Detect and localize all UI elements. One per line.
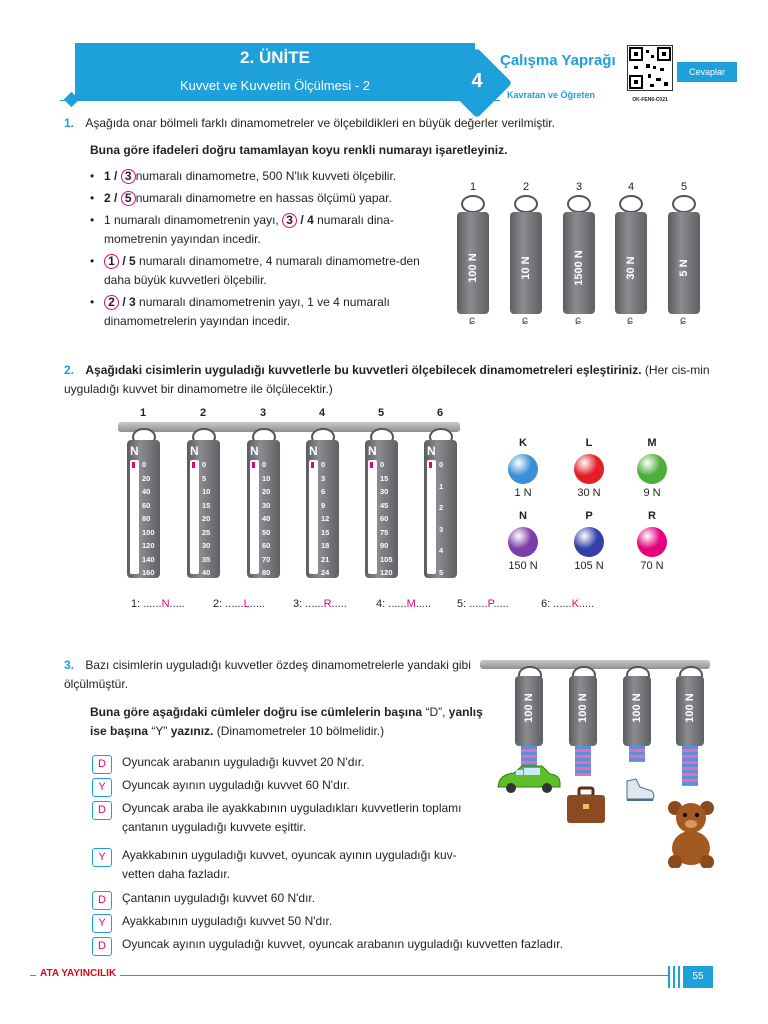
sheet-subtitle: Kavratan ve Öğreten (507, 90, 596, 100)
tick-label: 30 (262, 500, 271, 510)
ball-icon (574, 527, 604, 557)
dynamometer-capacity: 30 N (625, 256, 637, 280)
briefcase-icon (565, 786, 607, 831)
dynamometer-capacity: 100 N (684, 693, 696, 723)
object-letter: K (519, 437, 527, 449)
dynamometer-capacity: 100 N (523, 693, 535, 723)
ring-icon (619, 195, 643, 213)
answer-label: 4: (376, 598, 389, 610)
q1-statement: • 1 numaralı dinamometrenin yayı, 3 / 4 numaralı dina-mometrenin yayından incedir. (90, 211, 420, 249)
answer-value: R (323, 598, 332, 610)
ball-icon (637, 454, 667, 484)
dynamometer-number: 1 (469, 181, 477, 193)
ball-icon (574, 454, 604, 484)
answer-value: M (406, 598, 416, 610)
dynamometer-number: 2 (522, 181, 530, 193)
tick-label: 40 (142, 487, 151, 496)
ball-icon (508, 454, 538, 484)
option-a-circled[interactable]: 3 (282, 213, 297, 228)
answer-value: N (161, 598, 170, 610)
tick-label: 80 (262, 568, 271, 577)
q1-instruction: Buna göre ifadeleri doğru tamamlayan koyu renkli numarayı işaretleyiniz. (90, 143, 508, 157)
object-letter: R (648, 510, 656, 522)
tick-label: 0 (321, 460, 326, 469)
unit-title: 2. ÜNİTE (240, 48, 310, 67)
hanger-bar (480, 660, 710, 669)
tick-label: 100 (142, 527, 155, 537)
dynamometer-capacity: 100 N (631, 693, 643, 723)
q3-intro: 3. Bazı cisimlerin uyguladığı kuvvetler özdeş dinamometrelerle yandaki gibi ölçülmüştür. (64, 658, 471, 691)
tick-label: 140 (142, 554, 155, 564)
answer-label: 5: (457, 598, 470, 610)
tick-label: 3 (439, 524, 444, 534)
hook-icon: ɕ (680, 313, 686, 327)
answer-box[interactable]: Y (92, 914, 112, 933)
q3-statement: Oyuncak ayının uyguladığı kuvvet 60 N'dır. (122, 778, 350, 792)
answer-box[interactable]: Y (92, 848, 112, 867)
object-force: 70 N (640, 560, 664, 572)
dynamometer-capacity: 100 N (577, 693, 589, 723)
tick-label: 5 (202, 473, 207, 483)
page-number: 55 (683, 966, 713, 988)
tick-label: 40 (262, 514, 271, 523)
object-letter: M (647, 437, 657, 449)
tick-label: 105 (380, 554, 393, 564)
tick-label: 10 (262, 473, 271, 483)
tick-label: 3 (321, 473, 326, 483)
toy-car-icon (494, 762, 564, 799)
tick-label: 160 (142, 568, 155, 577)
object-letter: N (519, 510, 527, 522)
tick-label: 70 (262, 554, 271, 564)
answer-slot[interactable]: 2: ......L..... (213, 598, 265, 610)
tick-label: 60 (380, 514, 389, 523)
option-a[interactable]: 2 (104, 191, 111, 205)
spring (629, 746, 645, 762)
sheet-title: Çalışma Yaprağı (500, 52, 616, 69)
tick-label: 30 (380, 487, 389, 496)
tick-label: 25 (202, 527, 211, 537)
ring-icon (514, 195, 538, 213)
tick-label: 45 (380, 500, 389, 510)
scale-track (427, 460, 436, 574)
tick-label: 4 (439, 546, 444, 556)
tick-label: 15 (380, 473, 389, 483)
tick-label: 35 (202, 554, 211, 564)
scale-fill (132, 462, 135, 468)
answer-slot[interactable]: 6: ......K..... (541, 598, 595, 610)
tick-label: 60 (262, 541, 271, 550)
tick-label: 20 (262, 487, 271, 496)
scale-track (190, 460, 199, 574)
tick-label: 60 (142, 500, 151, 510)
spring (575, 746, 591, 776)
dynamometer-number: 1 (139, 407, 147, 419)
option-b[interactable]: 5 (129, 254, 136, 268)
option-b-circled[interactable]: 5 (121, 191, 136, 206)
ring-icon (461, 195, 485, 213)
tick-label: 0 (262, 460, 267, 469)
q1-statement: • 2 / 5 numaralı dinamometre en hassas ölçümü yapar. (90, 189, 420, 208)
q1-statement: • 2 / 3 numaralı dinamometrenin yayı, 1 ve 4 numaralı dinamometrelerin yayından incedir. (90, 293, 420, 331)
tick-label: 24 (321, 568, 330, 577)
scale-fill (311, 462, 314, 468)
tick-label: 120 (380, 568, 393, 577)
answer-box[interactable]: Y (92, 778, 112, 797)
object-force: 105 N (574, 560, 604, 572)
spring (682, 746, 698, 786)
object-force: 9 N (643, 487, 661, 499)
dynamometer-capacity: 5 N (678, 259, 690, 277)
hook-icon: ɕ (469, 313, 475, 327)
scale-track (309, 460, 318, 574)
footer-rule (30, 975, 670, 976)
answer-box[interactable]: D (92, 801, 112, 820)
q1-statement-list (90, 167, 420, 331)
answer-label: 1: (131, 598, 144, 610)
unit-letter: N (427, 444, 436, 458)
q3-statement: Ayakkabının uyguladığı kuvvet 50 N'dır. (122, 914, 333, 928)
tick-label: 15 (202, 500, 211, 510)
unit-subtitle: Kuvvet ve Kuvvetin Ölçülmesi - 2 (179, 78, 371, 93)
tick-label: 120 (142, 541, 155, 550)
answer-slot[interactable]: 4: ......M..... (376, 598, 432, 610)
q3-instruction: Buna göre aşağıdaki cümleler doğru ise cümlelerin başına “D”, yanlış ise başına “Y” yazınız. (Dinamometreler 10 bölmelidir.) (90, 705, 483, 738)
qr-code-label: OK-FEN6-C021 (632, 97, 668, 103)
q3-statement: Ayakkabının uyguladığı kuvvet, oyuncak ayının uyguladığı kuv-vetten daha fazladır. (122, 848, 457, 881)
q1-intro: 1. Aşağıda onar bölmeli farklı dinamometreler ve ölçebildikleri en büyük değerler verilmiştir. (64, 116, 555, 130)
unit-letter: N (368, 444, 377, 458)
scale-fill (252, 462, 255, 468)
tick-label: 20 (142, 473, 151, 483)
tick-label: 6 (321, 487, 326, 496)
answer-value: P (487, 598, 494, 610)
hook-icon: ɕ (522, 313, 528, 327)
option-b-circled[interactable]: 3 (121, 169, 136, 184)
dynamometer-number: 6 (436, 407, 444, 419)
tick-label: 0 (142, 460, 147, 469)
tick-label: 80 (142, 514, 151, 523)
scale-track (250, 460, 259, 574)
option-a-circled[interactable]: 1 (104, 254, 119, 269)
object-force: 150 N (508, 560, 538, 572)
answer-box[interactable]: D (92, 755, 112, 774)
sheet-number: 4 (471, 70, 483, 92)
answer-box[interactable]: D (92, 937, 112, 956)
tick-label: 50 (262, 527, 271, 537)
object-letter: P (585, 510, 593, 522)
answer-slot[interactable]: 3: ......R..... (293, 598, 347, 610)
q3-statement: Oyuncak araba ile ayakkabının uyguladıkları kuvvetlerin toplamı çantanın uyguladığı kuvvete eşittir. (122, 801, 462, 834)
publisher-logo: ATA YAYINCILIK (36, 968, 120, 979)
dynamometer-capacity: 1500 N (573, 250, 585, 286)
tick-label: 0 (202, 460, 207, 469)
tick-label: 12 (321, 514, 330, 523)
q1-statement: • 1 / 3 numaralı dinamometre, 500 N'lık kuvveti ölçebilir. (90, 167, 420, 186)
unit-letter: N (190, 444, 199, 458)
tick-label: 40 (202, 568, 211, 577)
footer-bar (678, 966, 680, 988)
dynamometer-capacity: 10 N (520, 256, 532, 280)
ball-icon (637, 527, 667, 557)
unit-letter: N (309, 444, 318, 458)
hook-icon: ɕ (627, 313, 633, 327)
tick-label: 18 (321, 541, 330, 550)
tick-label: 2 (439, 503, 444, 513)
footer-bar (668, 966, 670, 988)
scale-fill (429, 462, 432, 468)
object-force: 30 N (577, 487, 601, 499)
scale-fill (370, 462, 373, 468)
ring-icon (567, 195, 591, 213)
q3-statement: Çantanın uyguladığı kuvvet 60 N'dır. (122, 891, 316, 905)
tick-label: 21 (321, 554, 330, 564)
tick-label: 0 (439, 460, 444, 469)
scale-fill (192, 462, 195, 468)
hook-icon: ɕ (575, 313, 581, 327)
tick-label: 15 (321, 527, 330, 537)
object-force: 1 N (514, 487, 532, 499)
header-rule (60, 100, 500, 101)
unit-letter: N (250, 444, 259, 458)
answer-label: 2: (213, 598, 226, 610)
footer-bar (673, 966, 675, 988)
q3-number: 3. (64, 658, 75, 672)
option-b[interactable]: 3 (129, 295, 136, 309)
q1-statement: • 1 / 5 numaralı dinamometre, 4 numaralı dinamometre-den daha büyük kuvvetleri ölçebilir. (90, 252, 420, 290)
scale-track (130, 460, 139, 574)
dynamometer-number: 5 (377, 407, 385, 419)
answers-tab[interactable]: Cevaplar (677, 62, 737, 82)
answer-slot[interactable]: 5: ......P..... (457, 598, 509, 610)
dynamometer-number: 4 (318, 407, 326, 419)
dynamometer-number: 3 (259, 407, 267, 419)
teddy-bear-icon (665, 800, 717, 873)
ring-icon (672, 195, 696, 213)
tick-label: 10 (202, 487, 211, 496)
q3-statement: Oyuncak arabanın uyguladığı kuvvet 20 N'dır. (122, 755, 365, 769)
dynamometer-number: 2 (199, 407, 207, 419)
q2-question: 2. Aşağıdaki cisimlerin uyguladığı kuvvetlerle bu kuvvetleri ölçebilecek dinamometreleri eşleştiriniz. (Her cis-min uyguladığı kuvvet bir dinamometre ile ölçülecektir.) (64, 363, 710, 396)
scale-track (368, 460, 377, 574)
q1-number: 1. (64, 116, 75, 130)
dynamometer-number: 4 (627, 181, 635, 193)
sneaker-icon (624, 775, 656, 808)
hanger-bar (118, 422, 460, 432)
tick-label: 30 (202, 541, 211, 550)
object-letter: L (585, 437, 593, 449)
answer-slot[interactable]: 1: ......N..... (131, 598, 185, 610)
answer-value: L (243, 598, 250, 610)
option-b[interactable]: 4 (307, 213, 314, 227)
option-a-circled[interactable]: 2 (104, 295, 119, 310)
answer-value: K (571, 598, 579, 610)
q3-statement: Oyuncak ayının uyguladığı kuvvet, oyuncak arabanın uyguladığı kuvvetten fazladır. (122, 937, 563, 951)
dynamometer-number: 5 (680, 181, 688, 193)
unit-letter: N (130, 444, 139, 458)
tick-label: 20 (202, 514, 211, 523)
tick-label: 0 (380, 460, 385, 469)
tick-label: 9 (321, 500, 326, 510)
q2-number: 2. (64, 363, 75, 377)
tick-label: 5 (439, 568, 444, 577)
answer-box[interactable]: D (92, 891, 112, 910)
option-a[interactable]: 1 (104, 169, 111, 183)
dynamometer-number: 3 (575, 181, 583, 193)
tick-label: 90 (380, 541, 389, 550)
answer-label: 3: (293, 598, 306, 610)
ball-icon (508, 527, 538, 557)
qr-code-icon[interactable] (627, 45, 673, 91)
tick-label: 75 (380, 527, 389, 537)
dynamometer-capacity: 100 N (467, 253, 479, 283)
tick-label: 1 (439, 481, 444, 491)
answer-label: 6: (541, 598, 554, 610)
